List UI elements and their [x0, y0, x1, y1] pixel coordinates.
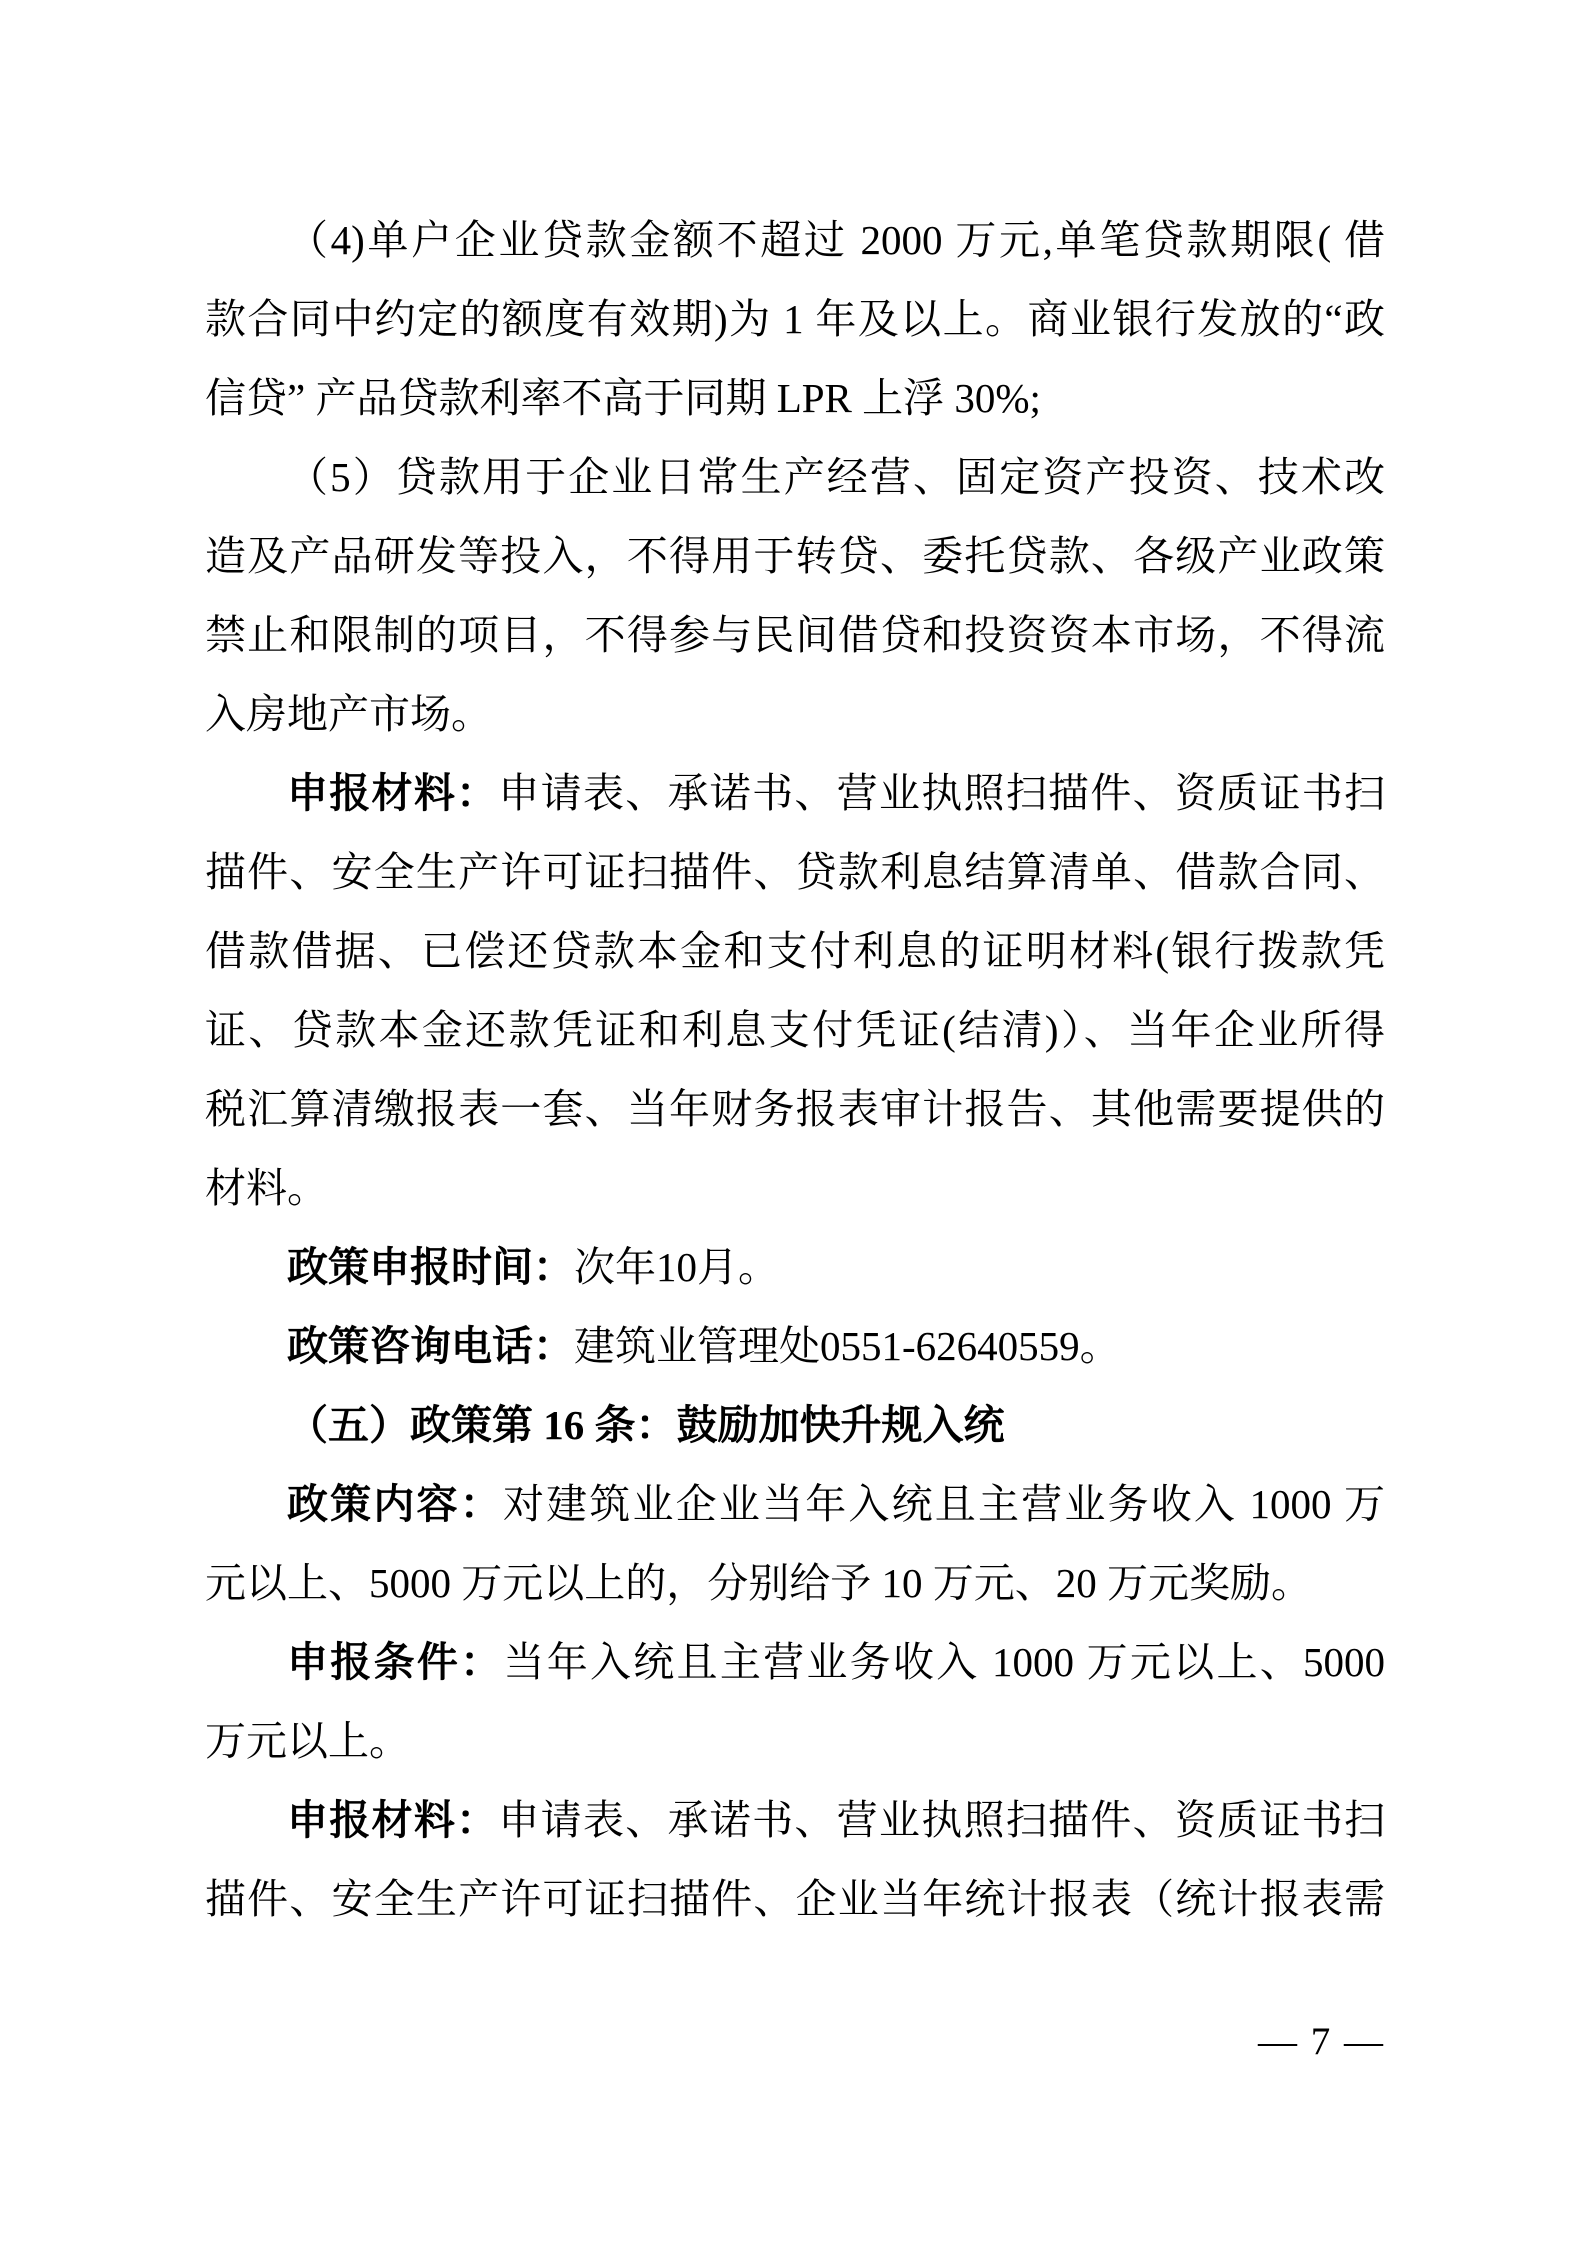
body-line — [205, 1544, 1385, 1623]
line-text: 造及产品研发等投入，不得用于转贷、委托贷款、各级产业政策 — [205, 533, 1385, 579]
line-text: 万元以上。 — [205, 1718, 410, 1764]
line-text: 次年10月。 — [574, 1244, 779, 1290]
line-lead: 申报条件： — [287, 1639, 504, 1685]
line-text: 材料。 — [205, 1165, 328, 1211]
body-line — [205, 359, 1385, 438]
body-line — [205, 1623, 1385, 1702]
body-line — [205, 912, 1385, 991]
line-text: 申请表、承诺书、营业执照扫描件、资质证书扫 — [498, 1797, 1385, 1843]
body-line — [205, 596, 1385, 675]
body-line — [205, 1070, 1385, 1149]
line-text: 款合同中约定的额度有效期)为 1 年及以上。商业银行发放的“政 — [205, 296, 1385, 342]
document-body — [205, 201, 1385, 1939]
body-line — [205, 1307, 1385, 1386]
body-line — [205, 280, 1385, 359]
line-text: 申请表、承诺书、营业执照扫描件、资质证书扫 — [498, 770, 1385, 816]
line-lead: 申报材料： — [287, 1797, 499, 1843]
line-text: 建筑业管理处0551-62640559。 — [574, 1323, 1121, 1369]
line-text: 禁止和限制的项目，不得参与民间借贷和投资资本市场，不得流 — [205, 612, 1385, 658]
line-text: 信贷” 产品贷款利率不高于同期 LPR 上浮 30%; — [205, 375, 1041, 421]
body-line — [205, 517, 1385, 596]
line-lead: 申报材料： — [287, 770, 499, 816]
body-line — [205, 1860, 1385, 1939]
line-lead: 政策申报时间： — [287, 1244, 574, 1290]
line-lead: （五）政策第 16 条：鼓励加快升规入统 — [287, 1402, 1005, 1448]
body-line — [205, 1702, 1385, 1781]
body-line — [205, 1149, 1385, 1228]
line-text: 入房地产市场。 — [205, 691, 492, 737]
line-text: （4)单户企业贷款金额不超过 2000 万元,单笔贷款期限( 借 — [287, 217, 1385, 263]
line-text: 元以上、5000 万元以上的，分别给予 10 万元、20 万元奖励。 — [205, 1560, 1312, 1606]
line-lead: 政策内容： — [287, 1481, 503, 1527]
line-text: 证、贷款本金还款凭证和利息支付凭证(结清)）、当年企业所得 — [205, 1007, 1385, 1053]
body-line — [205, 675, 1385, 754]
line-lead: 政策咨询电话： — [287, 1323, 574, 1369]
section-heading — [205, 1386, 1385, 1465]
line-text: 描件、安全生产许可证扫描件、贷款利息结算清单、借款合同、 — [205, 849, 1385, 895]
body-line — [205, 1228, 1385, 1307]
body-line — [205, 833, 1385, 912]
page-number: — 7 — — [1258, 2020, 1385, 2063]
line-text: 税汇算清缴报表一套、当年财务报表审计报告、其他需要提供的 — [205, 1086, 1385, 1132]
line-text: 描件、安全生产许可证扫描件、企业当年统计报表（统计报表需 — [205, 1876, 1385, 1922]
body-line — [205, 754, 1385, 833]
body-line — [205, 1781, 1385, 1860]
line-text: 当年入统且主营业务收入 1000 万元以上、5000 — [503, 1639, 1385, 1685]
body-line — [205, 991, 1385, 1070]
line-text: （5）贷款用于企业日常生产经营、固定资产投资、技术改 — [287, 454, 1385, 500]
line-text: 对建筑业企业当年入统且主营业务收入 1000 万 — [502, 1481, 1385, 1527]
body-line — [205, 438, 1385, 517]
body-line — [205, 1465, 1385, 1544]
line-text: 借款借据、已偿还贷款本金和支付利息的证明材料(银行拨款凭 — [205, 928, 1385, 974]
body-line — [205, 201, 1385, 280]
